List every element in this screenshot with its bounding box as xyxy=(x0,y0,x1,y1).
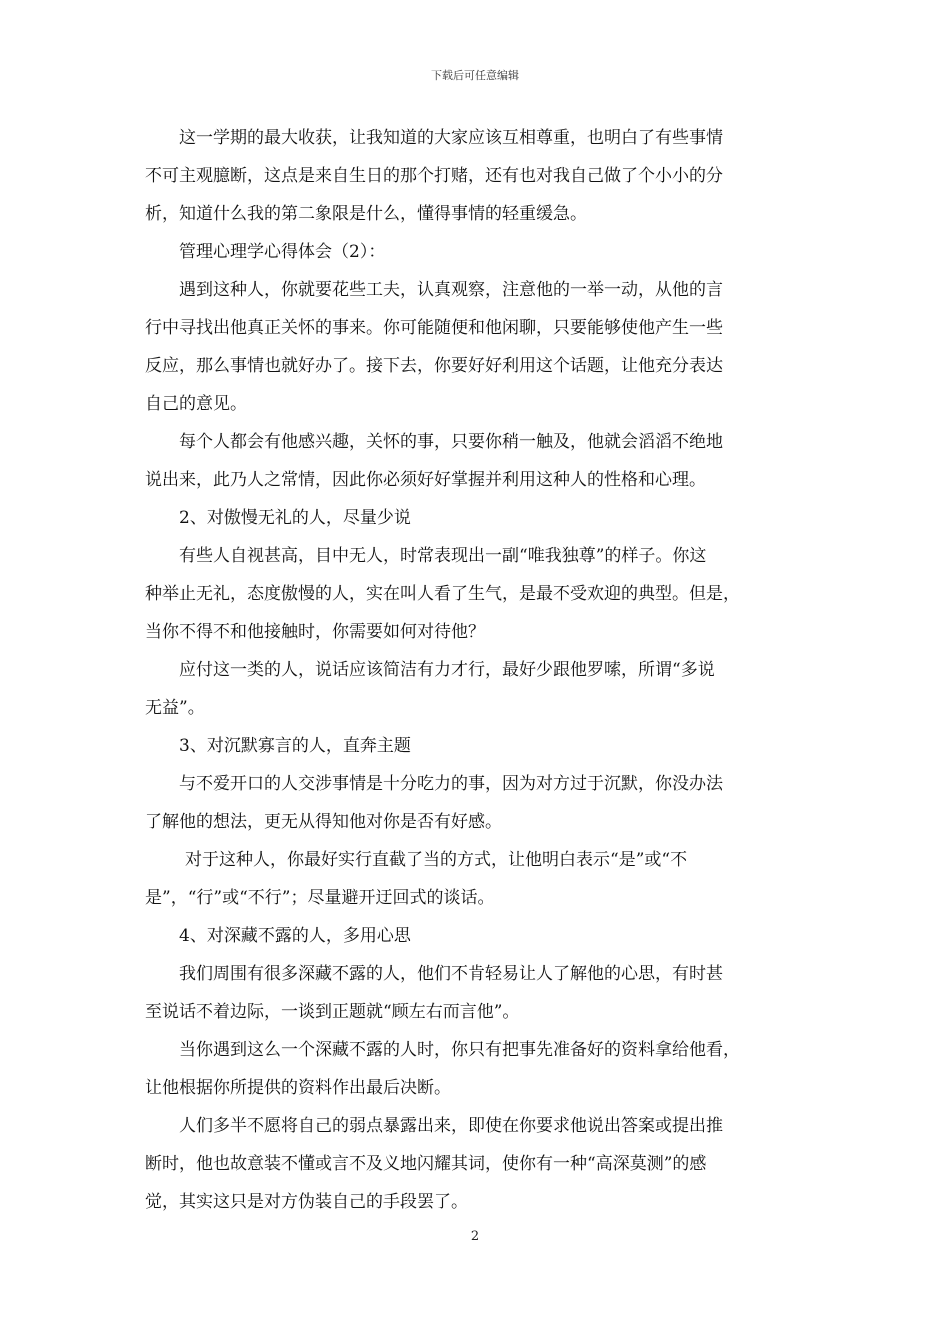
text-line: 是”，“行”或“不行”；尽量避开迂回式的谈话。 xyxy=(145,888,495,908)
text-line: 当你不得不和他接触时，你需要如何对待他？ xyxy=(145,622,485,642)
text-line: 人们多半不愿将自己的弱点暴露出来，即使在你要求他说出答案或提出推 xyxy=(179,1116,723,1136)
text-line: 当你遇到这么一个深藏不露的人时，你只有把事先准备好的资料拿给他看， xyxy=(179,1040,740,1060)
text-line: 反应，那么事情也就好办了。接下去，你要好好利用这个话题，让他充分表达 xyxy=(145,356,723,376)
text-line: 与不爱开口的人交涉事情是十分吃力的事，因为对方过于沉默，你没办法 xyxy=(179,774,723,794)
text-line: 种举止无礼，态度傲慢的人，实在叫人看了生气，是最不受欢迎的典型。但是， xyxy=(145,584,740,604)
text-line: 每个人都会有他感兴趣，关怀的事，只要你稍一触及，他就会滔滔不绝地 xyxy=(179,432,723,452)
page-header: 下载后可任意编辑 xyxy=(431,69,519,82)
section-heading: 管理心理学心得体会（2）： xyxy=(179,242,386,262)
text-line: 让他根据你所提供的资料作出最后决断。 xyxy=(145,1078,451,1098)
text-line: 了解他的想法，更无从得知他对你是否有好感。 xyxy=(145,812,502,832)
text-line: 无益”。 xyxy=(145,698,205,718)
document-body xyxy=(145,119,810,1221)
text-line: 觉，其实这只是对方伪装自己的手段罢了。 xyxy=(145,1192,468,1212)
section-heading: 3、对沉默寡言的人，直奔主题 xyxy=(179,736,411,756)
text-line: 这一学期的最大收获，让我知道的大家应该互相尊重，也明白了有些事情 xyxy=(179,128,723,148)
text-line: 有些人自视甚高，目中无人，时常表现出一副“唯我独尊”的样子。你这 xyxy=(179,546,707,566)
text-line: 对于这种人，你最好实行直截了当的方式，让他明白表示“是”或“不 xyxy=(185,850,688,870)
section-heading: 2、对傲慢无礼的人，尽量少说 xyxy=(179,508,411,528)
text-line: 自己的意见。 xyxy=(145,394,247,414)
text-line: 至说话不着边际，一谈到正题就“顾左右而言他”。 xyxy=(145,1002,520,1022)
text-line: 我们周围有很多深藏不露的人，他们不肯轻易让人了解他的心思，有时甚 xyxy=(179,964,723,984)
page-number: 2 xyxy=(470,1229,480,1244)
text-line: 不可主观臆断，这点是来自生日的那个打赌，还有也对我自己做了个小小的分 xyxy=(145,166,723,186)
text-line: 断时，他也故意装不懂或言不及义地闪耀其词，使你有一种“高深莫测”的感 xyxy=(145,1154,707,1174)
text-line: 说出来，此乃人之常情，因此你必须好好掌握并利用这种人的性格和心理。 xyxy=(145,470,706,490)
text-line: 行中寻找出他真正关怀的事来。你可能随便和他闲聊，只要能够使他产生一些 xyxy=(145,318,723,338)
text-line: 析，知道什么我的第二象限是什么，懂得事情的轻重缓急。 xyxy=(145,204,587,224)
text-line: 遇到这种人，你就要花些工夫，认真观察，注意他的一举一动，从他的言 xyxy=(179,280,723,300)
text-line: 应付这一类的人，说话应该简洁有力才行，最好少跟他罗嗦，所谓“多说 xyxy=(179,660,715,680)
section-heading: 4、对深藏不露的人，多用心思 xyxy=(179,926,411,946)
